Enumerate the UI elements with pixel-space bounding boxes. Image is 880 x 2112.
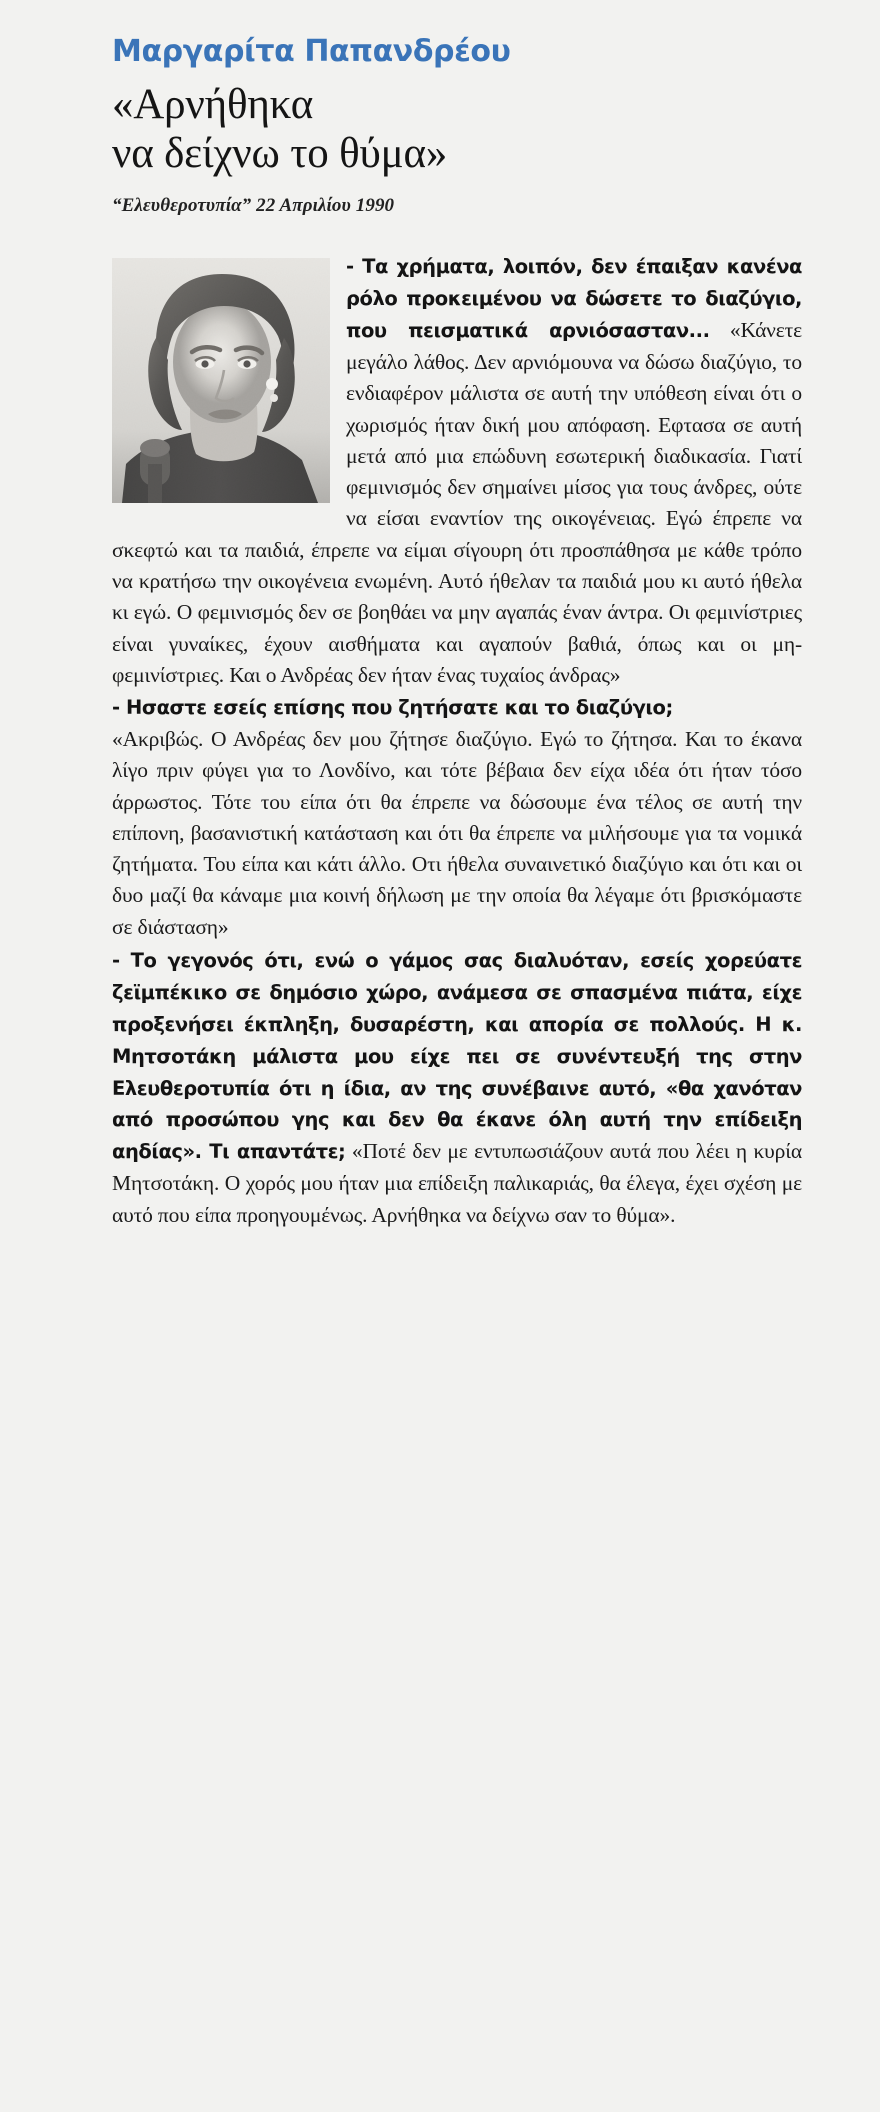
portrait-photo (112, 258, 330, 503)
interview-answer: «Ακριβώς. Ο Ανδρέας δεν μου ζήτησε διαζύγιο. Εγώ το ζήτησα. Και το έκανα λίγο πριν φύγει για το Λονδίνο, και τότε βέβαια δεν είχα ιδέα ότι ήταν τόσο άρρωστος. Τότε του είπα ότι θα έπρεπε να δώσουμε ένα τέλος σε αυτή την επίπονη, βασανιστική κατάσταση και ότι θα έπρεπε να μιλήσουμε για τα νομικά ζητήματα. Του είπα και κάτι άλλο. Οτι ήθελα συναινετικό διαζύγιο και ότι και οι δυο μαζί θα κάναμε μια κοινή δήλωση με την οποία θα λέγαμε ότι βρισκόμαστε σε διάσταση» (112, 726, 802, 939)
interview-answer: «Κάνετε μεγάλο λάθος. Δεν αρνιόμουνα να δώσω διαζύγιο, το ενδιαφέρον μάλιστα σε αυτή την υπόθεση είναι ότι ο χωρισμός ήταν δική μου απόφαση. Εφτασα σε αυτή μετά από μια επώδυνη εσωτερική διαδικασία. Γιατί φεμινισμός δεν σημαίνει μίσος για τους άνδρες, ούτε να είσαι εναντίον της οικογένειας. Εγώ έπρεπε να σκεφτώ και τα παιδιά, έπρεπε να είμαι σίγουρη ότι προσπάθησα με κάθε τρόπο να κρατήσω την οικογένεια ενωμένη. Αυτό ήθελαν τα παιδιά μου κι αυτό ήθελα κι εγώ. Ο φεμινισμός δεν σε βοηθάει να μην αγαπάς έναν άντρα. Οι φεμινίστριες είναι γυναίκες, έχουν αισθήματα και αγαπούν βαθιά, όπως και οι μη-φεμινίστριες. Και ο Ανδρέας δεν ήταν ένας τυχαίος άνδρας» (112, 318, 803, 687)
qa-section (112, 945, 802, 1231)
page-kicker: Μαργαρίτα Παπανδρέου (112, 34, 511, 69)
interview-answer: «Ποτέ δεν με εντυπωσιάζουν αυτά που λέει η κυρία Μητσοτάκη. Ο χορός μου ήταν μια επίδειξη παλικαριάς, θα έλεγα, έχει σχέση με αυτό που είπα προηγουμένως. Αρνήθηκα να δείχνω σαν το θύμα». (112, 1139, 803, 1227)
headline-line-2: να δείχνω το θύμα» (112, 130, 448, 178)
interview-question: - Ησαστε εσείς επίσης που ζητήσατε και το διαζύγιο; (112, 696, 673, 720)
headline-line-1: «Αρνήθηκα (112, 80, 314, 128)
page-title (112, 80, 802, 180)
article-content (112, 0, 802, 1231)
interview-question: - Τα χρήματα, λοιπόν, δεν έπαιξαν κανένα ρόλο προκειμένου να δώσετε το διαζύγιο, που πεισματικά αρνιόσασταν... (346, 255, 802, 343)
article-body (112, 251, 802, 1231)
article-source: “Ελευθεροτυπία” 22 Απριλίου 1990 (112, 195, 395, 217)
interview-question: - Το γεγονός ότι, ενώ ο γάμος σας διαλυόταν, εσείς χορεύατε ζεϊμπέκικο σε δημόσιο χώρο, ανάμεσα σε σπασμένα πιάτα, είχε προξενήσει έκπληξη, δυσαρέστη, και απορία σε πολλούς. Η κ. Μητσοτάκη μάλιστα μου είχε πει σε συνέντευξή της στην Ελευθεροτυπία ότι η ίδια, αν της συνέβαινε αυτό, «θα χανόταν από προσώπου γης και δεν θα έκανε όλη αυτή την επίδειξη αηδίας». Τι απαντάτε; (112, 948, 802, 1164)
qa-section (112, 693, 802, 943)
qa-section (112, 251, 802, 691)
